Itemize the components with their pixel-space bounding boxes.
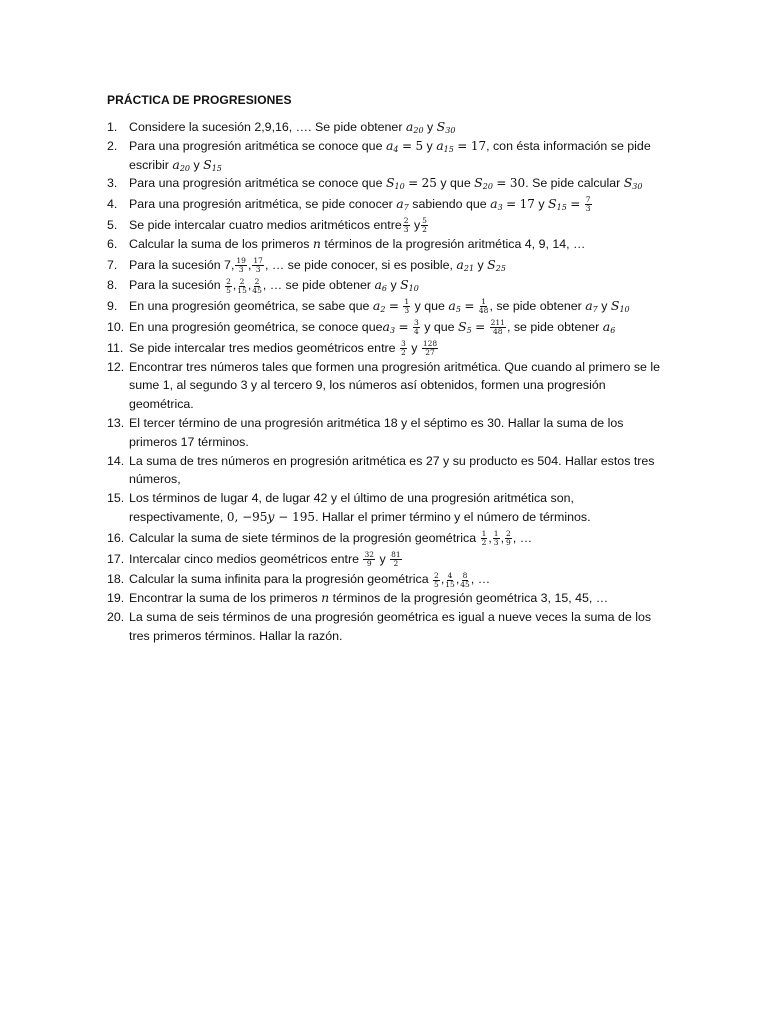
text: y [411, 340, 418, 355]
fraction: $\frac{3}{4}$ [414, 318, 419, 337]
math-a20: $a_{20}$ [172, 156, 191, 173]
text: Para una progresión aritmética se conoce que [129, 138, 383, 153]
text: y [538, 197, 545, 212]
exercise-number: 3. [107, 176, 118, 191]
fraction: $\frac{81}{2}$ [391, 549, 401, 568]
text: En una progresión geométrica, se conoce que [129, 319, 383, 334]
math-a2: $a_2$ [372, 298, 386, 315]
math-eq: = [388, 299, 399, 314]
math-S30: $S_{30}$ [623, 175, 643, 192]
exercise-20 [107, 608, 667, 646]
text: Los términos de lugar 4, de lugar 42 y el último de una progresión aritmética son, respectivamente, [129, 491, 574, 524]
text: , … [512, 530, 533, 545]
math-a7: $a_7$ [585, 298, 598, 315]
math-value: − 195 [274, 509, 316, 524]
math-eq: = [401, 138, 412, 153]
text: . Se pide calcular [525, 176, 621, 191]
exercise-6 [107, 235, 667, 254]
fraction: $\frac{1}{48}$ [478, 297, 489, 316]
text: y que [440, 176, 471, 191]
exercise-number: 19. [107, 591, 125, 606]
exercise-number: 12. [107, 359, 125, 374]
exercise-13 [107, 414, 667, 452]
exercise-text: Encontrar tres números tales que formen una progresión aritmética. Que cuando al primero se le sume 1, al segundo 3 y al tercero 9, los números así obtenidos, formen una progresión geométrica. [129, 359, 661, 412]
exercise-number: 17. [107, 551, 125, 566]
exercise-number: 4. [107, 197, 118, 212]
exercise-text [129, 137, 667, 175]
exercise-number: 10. [107, 319, 125, 334]
text: y [427, 120, 434, 134]
math-eq: = [398, 319, 409, 334]
text: Calcular la suma de los primeros [129, 236, 310, 251]
text: Para la sucesión 7, [129, 257, 235, 272]
exercise-17 [107, 550, 667, 569]
math-a4: $a_4$ [385, 137, 399, 154]
math-S5: $S_5$ [458, 318, 472, 335]
math-value: 17 [470, 138, 487, 153]
exercise-7 [107, 256, 667, 275]
exercise-8 [107, 276, 667, 295]
math-value: 30 [509, 176, 526, 191]
math-eq: = [570, 197, 581, 212]
page-title: PRÁCTICA DE PROGRESIONES [107, 93, 292, 107]
math-a15: $a_{15}$ [436, 137, 454, 154]
text: , se pide obtener [489, 299, 582, 314]
math-a21: $a_{21}$ [456, 256, 475, 273]
fraction: $\frac{2}{15}$ [237, 276, 247, 295]
math-eq: = [496, 176, 507, 191]
math-n: n [312, 235, 321, 251]
math-S10: $S_{10}$ [400, 277, 419, 294]
math-S10: $S_{10}$ [610, 298, 630, 315]
math-eq: = [506, 197, 517, 212]
math-a6: $a_6$ [374, 277, 387, 294]
text: sabiendo que [412, 197, 487, 212]
text: términos de la progresión aritmética 4, 9, 14, … [324, 236, 586, 251]
exercise-3 [107, 174, 667, 193]
exercise-number: 5. [107, 217, 118, 232]
exercise-number: 15. [107, 491, 125, 506]
math-a5: $a_5$ [448, 298, 461, 315]
math-n: n [321, 590, 330, 606]
fraction: $\frac{17}{3}$ [253, 255, 263, 274]
fraction: $\frac{128}{27}$ [422, 338, 438, 357]
exercise-number: 20. [107, 609, 125, 624]
fraction: $\frac{5}{2}$ [422, 216, 427, 235]
text: , se pide obtener [506, 319, 600, 334]
exercise-list [107, 118, 667, 646]
exercise-16 [107, 529, 667, 548]
math-a7: $a_7$ [396, 196, 409, 213]
math-S30: $S_{30}$ [436, 119, 456, 135]
fraction: $\frac{211}{48}$ [490, 318, 505, 337]
math-value: 17 [519, 197, 535, 212]
text: Para la sucesión [129, 278, 221, 293]
exercise-text: Calcular la suma de siete términos de la progresión geométrica $\frac{1}{2}$ , $\frac{1}{3}$ , $\frac{2}{9}$ , … [129, 528, 533, 547]
fraction: $\frac{8}{45}$ [460, 570, 470, 589]
text: Intercalar cinco medios geométricos entre [129, 551, 360, 566]
exercise-9 [107, 297, 667, 316]
exercise-text [129, 589, 667, 608]
fraction: $\frac{2}{9}$ [506, 528, 511, 547]
text: . Hallar el primer término y el número de términos. [315, 509, 591, 524]
text: , … se pide obtener [262, 278, 371, 293]
fraction: $\frac{2}{45}$ [252, 276, 262, 295]
exercise-14 [107, 452, 667, 490]
text: y que [424, 319, 455, 334]
exercise-5 [107, 216, 667, 235]
exercise-number: 11. [107, 340, 124, 355]
text: Encontrar la suma de los primeros [129, 591, 318, 606]
text: Se pide intercalar tres medios geométricos entre [129, 340, 396, 355]
exercise-number: 9. [107, 299, 118, 314]
text: y [426, 138, 433, 153]
exercise-text: Para la sucesión 7, $\frac{19}{3}$ , $\frac{17}{3}$ , … se pide conocer, si es posible, $a_{21}$ y $S_{25}$ [129, 255, 506, 274]
exercise-text [129, 339, 667, 358]
exercise-1 [107, 118, 667, 137]
text: , … [470, 572, 491, 587]
math-a6: $a_6$ [602, 318, 616, 335]
exercise-number: 7. [107, 257, 118, 272]
fraction: $\frac{19}{3}$ [236, 255, 246, 274]
text: Calcular la suma de siete términos de la progresión geométrica [129, 530, 477, 545]
exercise-text: La suma de tres números en progresión aritmética es 27 y su producto es 504. Hallar estos tres números, [129, 453, 655, 487]
text: Calcular la suma infinita para la progresión geométrica [129, 572, 429, 587]
exercise-4 [107, 195, 667, 214]
exercise-number: 2. [107, 138, 118, 153]
exercise-text [129, 297, 667, 316]
exercise-12 [107, 358, 667, 414]
fraction: $\frac{2}{3}$ [403, 216, 409, 235]
exercise-19 [107, 589, 667, 608]
exercise-text [129, 489, 667, 527]
exercise-number: 6. [107, 236, 118, 251]
text: y que [414, 299, 445, 314]
exercise-number: 14. [107, 453, 125, 468]
math-S15: $S_{15}$ [203, 156, 222, 173]
exercise-number: 18. [107, 572, 125, 587]
exercise-text [129, 195, 667, 214]
math-a3: $a_3$ [490, 196, 503, 213]
math-eq: = [475, 319, 486, 334]
math-eq: = [408, 176, 419, 191]
exercise-10 [107, 318, 667, 337]
exercise-text: Para la sucesión $\frac{2}{5}$ , $\frac{2}{15}$ , $\frac{2}{45}$ , … se pide obtener $a_6$ y $S_{10}$ [129, 276, 419, 295]
text: Para una progresión aritmética, se pide conocer [129, 197, 393, 212]
text: y [379, 551, 386, 566]
exercise-11 [107, 339, 667, 358]
text: En una progresión geométrica, se sabe que [129, 299, 370, 314]
text: Para una progresión aritmética se conoce que [129, 176, 383, 191]
exercise-18 [107, 570, 667, 589]
math-a20: $a_{20}$ [405, 119, 424, 135]
fraction: $\frac{4}{15}$ [445, 570, 455, 589]
math-S10: $S_{10}$ [385, 175, 405, 192]
fraction: $\frac{32}{9}$ [364, 549, 375, 568]
text: y [390, 278, 397, 293]
exercise-text: El tercer término de una progresión aritmética 18 y el séptimo es 30. Hallar la suma de los primeros 17 términos. [129, 415, 624, 449]
exercise-text [129, 216, 667, 235]
math-value: 25 [421, 176, 437, 191]
math-S20: $S_{20}$ [474, 175, 493, 192]
text: , con ésta información se pide escribir [129, 138, 651, 172]
math-a3: $a_3$ [382, 318, 396, 335]
exercise-text: Calcular la suma infinita para la progresión geométrica $\frac{2}{5}$ , $\frac{4}{15}$ , $\frac{8}{45}$ , … [129, 570, 491, 589]
exercise-text [129, 318, 667, 337]
fraction: $\frac{2}{5}$ [226, 276, 231, 295]
exercise-number: 8. [107, 278, 118, 293]
exercise-text [129, 550, 667, 569]
exercise-15 [107, 489, 667, 527]
math-eq: = [464, 299, 475, 314]
exercise-number: 1. [107, 120, 118, 134]
exercise-number: 16. [107, 530, 125, 545]
exercise-text: La suma de seis términos de una progresión geométrica es igual a nueve veces la suma de los tres primeros términos. Hallar la razón. [129, 609, 652, 643]
exercise-number: 13. [107, 415, 125, 430]
text: Considere la sucesión 2,9,16, …. Se pide obtener [129, 120, 403, 134]
exercise-2 [107, 137, 667, 175]
fraction: $\frac{7}{3}$ [585, 195, 591, 214]
fraction: $\frac{1}{2}$ [481, 528, 487, 547]
math-values: 0, −95 [226, 509, 268, 524]
fraction: $\frac{1}{3}$ [493, 528, 499, 547]
text: y [601, 299, 608, 314]
exercise-text [129, 174, 667, 193]
math-value: 5 [415, 138, 424, 153]
text: y [413, 217, 421, 232]
text: , … se pide conocer, si es posible, [264, 257, 453, 272]
text: y [193, 157, 200, 172]
math-S25: $S_{25}$ [487, 256, 506, 273]
fraction: $\frac{1}{3}$ [404, 297, 410, 316]
text: términos de la progresión geométrica 3, 15, 45, … [332, 591, 609, 606]
text: y [477, 257, 484, 272]
exercise-text [129, 235, 667, 254]
fraction: $\frac{2}{5}$ [434, 570, 439, 589]
fraction: $\frac{3}{2}$ [400, 338, 406, 357]
exercise-text [129, 118, 667, 137]
text: Se pide intercalar cuatro medios aritméticos entre [129, 217, 402, 232]
math-S15: $S_{15}$ [548, 196, 567, 213]
math-y: y [267, 508, 275, 524]
math-eq: = [457, 138, 468, 153]
